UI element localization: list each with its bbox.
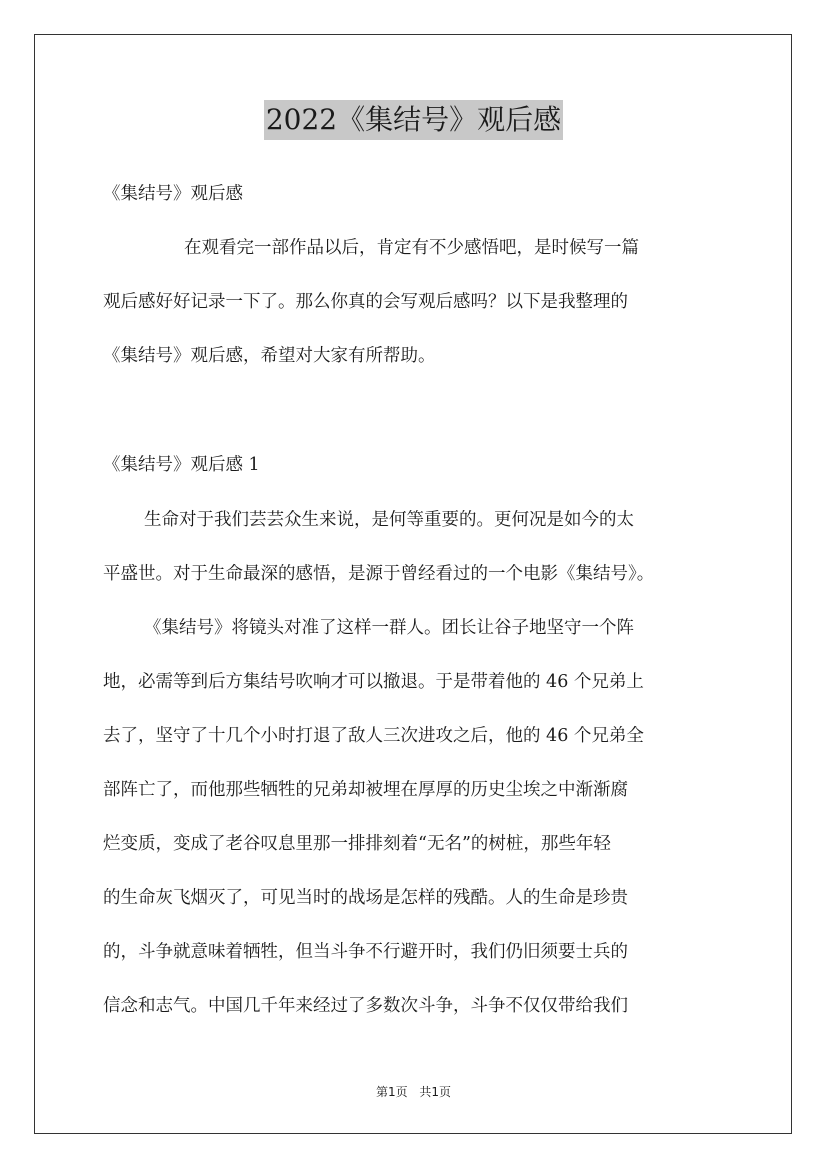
body-line: 《集结号》将镜头对准了这样一群人。团长让谷子地坚守一个阵 (144, 618, 634, 638)
body-line: 地，必需等到后方集结号吹响才可以撤退。于是带着他的 46 个兄弟上 (103, 672, 644, 692)
body-line: 信念和志气。中国几千年来经过了多数次斗争，斗争不仅仅带给我们 (103, 996, 628, 1016)
title-wrap (0, 100, 827, 140)
body-line: 烂变质，变成了老谷叹息里那一排排刻着“无名”的树桩，那些年轻 (103, 834, 611, 854)
body-line: 的生命灰飞烟灭了，可见当时的战场是怎样的残酷。人的生命是珍贵 (103, 888, 628, 908)
body-line: 去了，坚守了十几个小时打退了敌人三次进攻之后，他的 46 个兄弟全 (103, 726, 644, 746)
page-total: 共1页 (419, 1085, 452, 1099)
body-line: 的，斗争就意味着牺牲，但当斗争不行避开时，我们仍旧须要士兵的 (103, 942, 628, 962)
body-line: 生命对于我们芸芸众生来说，是何等重要的。更何况是如今的太 (144, 510, 634, 530)
body-line: 平盛世。对于生命最深的感悟，是源于曾经看过的一个电影《集结号》。 (103, 564, 655, 584)
intro-line: 《集结号》观后感，希望对大家有所帮助。 (103, 346, 436, 366)
page-number: 第1页 (375, 1085, 408, 1099)
intro-line: 观后感好好记录一下了。那么你真的会写观后感吗？以下是我整理的 (103, 292, 628, 312)
intro-heading: 《集结号》观后感 (103, 184, 243, 204)
section-heading: 《集结号》观后感 1 (103, 455, 260, 475)
intro-line: 在观看完一部作品以后，肯定有不少感悟吧，是时候写一篇 (184, 238, 639, 258)
page-footer (0, 1083, 827, 1100)
body-line: 部阵亡了，而他那些牺牲的兄弟却被埋在厚厚的历史尘埃之中渐渐腐 (103, 780, 628, 800)
document-title: 2022《集结号》观后感 (264, 100, 563, 140)
